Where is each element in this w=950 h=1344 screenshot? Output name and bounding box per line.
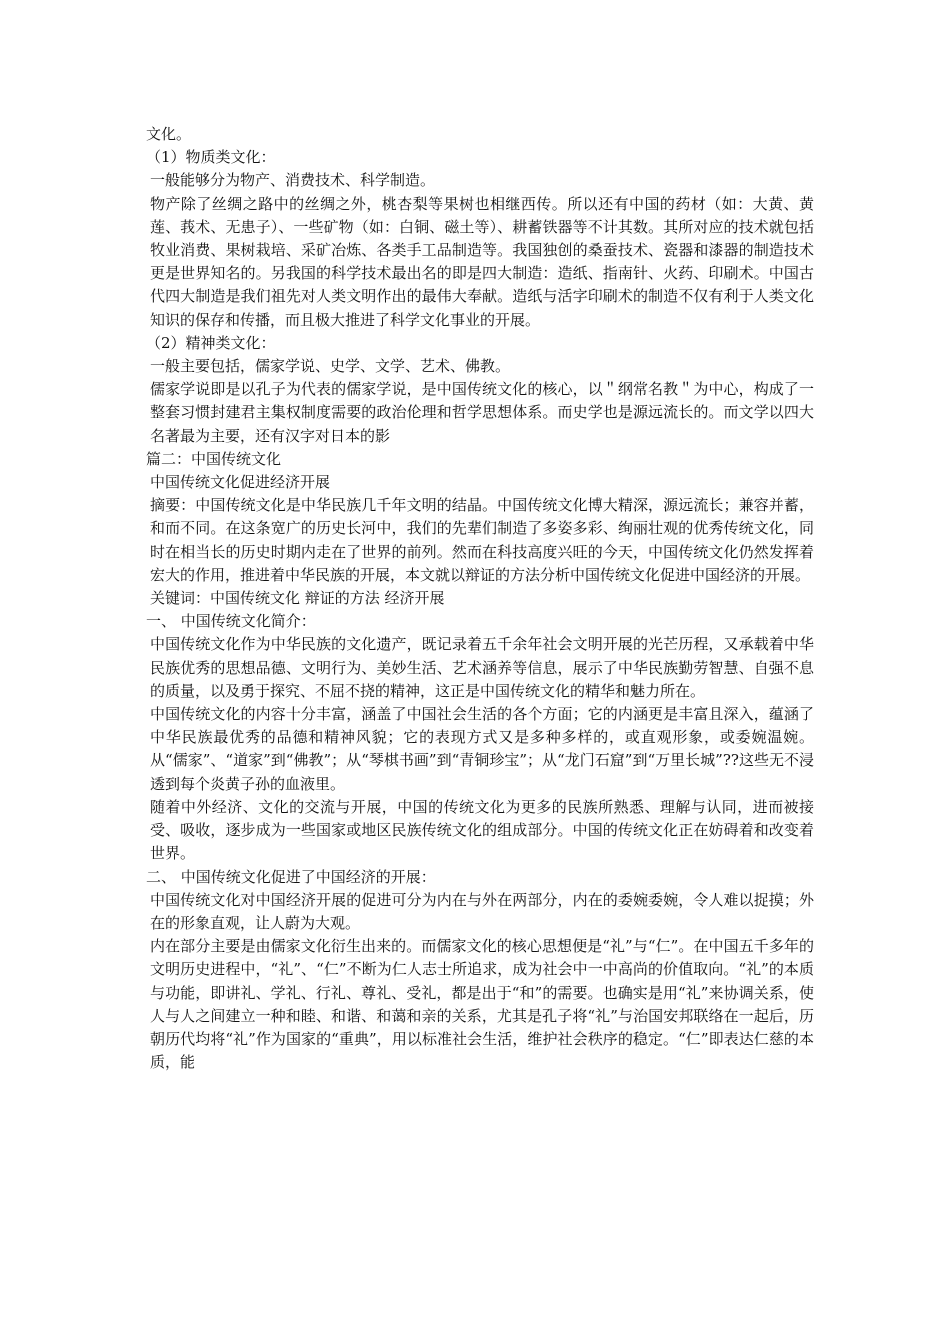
subheading-material-culture: （1）物质类文化： (146, 148, 276, 167)
paragraph-economy-2: 内在部分主要是由儒家文化衍生出来的。而儒家文化的核心思想便是“礼”与“仁”。在中国五千多年的文明历史进程中，“礼”、“仁”不断为仁人志士所追求，成为社会中一中高尚的价值取向。“礼”的本质与功能，即讲礼、学礼、行礼、尊礼、受礼，都是出于“和”的需要。也确实是用“礼”来协调关系，使人与人之间建立一种和睦、和谐、和蔼和亲的关系，尤其是孔子将“礼”与治国安邦联络在一起后，历朝历代均将“礼”作为国家的“重典”，用以标准社会生活，维护社会秩序的稳定。“仁”即表达仁慈的本质，能 (150, 937, 814, 1072)
paragraph-intro-3: 随着中外经济、文化的交流与开展，中国的传统文化为更多的民族所熟悉、理解与认同，进而被接受、吸收，逐步成为一些国家或地区民族传统文化的组成部分。中国的传统文化正在妨碍着和改变着世界。 (150, 797, 814, 863)
paragraph-continuation: 文化。 (146, 125, 192, 143)
section-title-part-two: 篇二：中国传统文化 (146, 449, 282, 468)
paragraph-confucianism: 儒家学说即是以孔子为代表的儒家学说，是中国传统文化的核心，以＂纲常名教＂为中心，构成了一整套习惯封建君主集权制度需要的政治伦理和哲学思想体系。而史学也是源远流长的。而文学以四大名著最为主要，还有汉字对日本的影 (150, 380, 814, 445)
document-body (146, 123, 814, 1074)
paragraph-material-details: 物产除了丝绸之路中的丝绸之外，桃杏梨等果树也相继西传。所以还有中国的药材（如：大黄、黄莲、莪术、无患子）、一些矿物（如：白铜、磁土等）、耕蓄铁器等不计其数。其所对应的技术就包括牧业消费、果树栽培、采矿冶炼、各类手工品制造等。我国独创的桑蚕技术、瓷器和漆器的制造技术更是世界知名的。另我国的科学技术最出名的即是四大制造：造纸、指南针、火药、印刷术。中国古代四大制造是我们祖先对人类文明作出的最伟大奉献。造纸与活字印刷术的制造不仅有利于人类文化知识的保存和传播，而且极大推进了科学文化事业的开展。 (150, 194, 814, 329)
paragraph-abstract: 摘要：中国传统文化是中华民族几千年文明的结晶。中国传统文化博大精深，源远流长；兼容并蓄，和而不同。在这条宽广的历史长河中，我们的先辈们制造了多姿多彩、绚丽壮观的优秀传统文化，同时在相当长的历史时期内走在了世界的前列。然而在科技高度兴旺的今天，中国传统文化仍然发挥着宏大的作用，推进着中华民族的开展，本文就以辩证的方法分析中国传统文化促进中国经济的开展。 (150, 496, 814, 584)
paragraph-intro-2: 中国传统文化的内容十分丰富，涵盖了中国社会生活的各个方面；它的内涵更是丰富且深入，蕴涵了中华民族最优秀的品德和精神风貌；它的表现方式又是多种多样的，或直观形象，或委婉温婉。从“儒家”、“道家”到“佛教”；从“琴棋书画”到“青铜珍宝”；从“龙门石窟”到“万里长城”??这些无不浸透到每个炎黄子孙的血液里。 (150, 705, 814, 793)
subheading-spiritual-culture: （2）精神类文化： (146, 333, 276, 352)
paragraph-material-categories: 一般能够分为物产、消费技术、科学制造。 (150, 171, 436, 190)
article-title: 中国传统文化促进经济开展 (150, 473, 331, 492)
paragraph-economy-1: 中国传统文化对中国经济开展的促进可分为内在与外在两部分，内在的委婉委婉，令人难以捉摸；外在的形象直观，让人蔚为大观。 (150, 890, 814, 932)
heading-section-two: 二、 中国传统文化促进了中国经济的开展： (146, 867, 436, 886)
paragraph-intro-1: 中国传统文化作为中华民族的文化遗产，既记录着五千余年社会文明开展的光芒历程，又承载着中华民族优秀的思想品德、文明行为、美妙生活、艺术涵养等信息，展示了中华民族勤劳智慧、自强不息的质量，以及勇于探究、不屈不挠的精神，这正是中国传统文化的精华和魅力所在。 (150, 635, 814, 700)
paragraph-spiritual-categories: 一般主要包括，儒家学说、史学、文学、艺术、佛教。 (150, 357, 511, 376)
paragraph-keywords: 关键词：中国传统文化 辩证的方法 经济开展 (150, 589, 445, 608)
heading-section-one: 一、 中国传统文化简介： (146, 612, 316, 631)
